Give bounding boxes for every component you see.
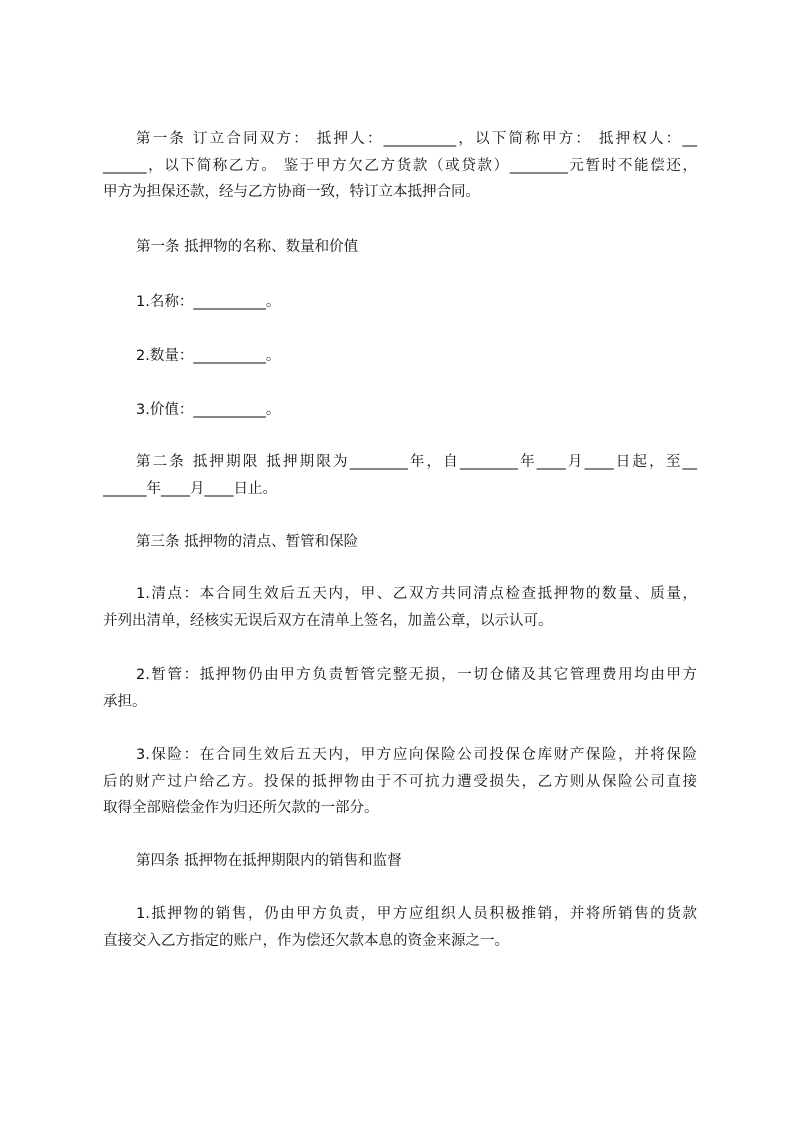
item-value [103, 397, 697, 424]
text-line: 1.名称：__________。 [136, 294, 281, 310]
item-name [103, 289, 697, 316]
heading-article-3 [103, 529, 697, 556]
text-line: 3.保险：在合同生效后五天内，甲方应向保险公司投保仓库财产保险，并将保险 [136, 747, 697, 763]
heading-article-4 [103, 848, 697, 875]
text-line: 第三条 抵押物的清点、暂管和保险 [136, 534, 359, 550]
text-line: 第二条 抵押期限 抵押期限为________年，自________年____月____日起，至__ [136, 454, 697, 470]
text-line: 2.数量：__________。 [136, 348, 281, 364]
text-line: 第四条 抵押物在抵押期限内的销售和监督 [136, 853, 402, 869]
text-line: 取得全部赔偿金作为归还所欠款的一部分。 [103, 800, 379, 817]
text-line: 3.价值：__________。 [136, 402, 281, 418]
text-line: 1.抵押物的销售，仍由甲方负责，甲方应组织人员积极推销，并将所销售的货款 [136, 906, 697, 922]
paragraph-custody [103, 662, 697, 715]
text-line: 2.暂管：抵押物仍由甲方负责暂管完整无损，一切仓储及其它管理费用均由甲方 [136, 667, 697, 683]
paragraph-intro [103, 126, 697, 206]
text-line: 1.清点：本合同生效后五天内，甲、乙双方共同清点检查抵押物的数量、质量， [136, 586, 697, 602]
text-line: ______，以下简称乙方。 鉴于甲方欠乙方货款（或贷款）________元暂时不能偿还， [103, 157, 697, 174]
text-line: 并列出清单，经核实无误后双方在清单上签名，加盖公章，以示认可。 [103, 612, 553, 629]
paragraph-sales [103, 901, 697, 954]
paragraph-insurance [103, 742, 697, 822]
text-line: 第一条 订立合同双方： 抵押人：__________，以下简称甲方： 抵押权人：__ [136, 131, 697, 147]
heading-article-1 [103, 234, 697, 261]
text-line: ______年____月____日止。 [103, 480, 277, 497]
text-line: 甲方为担保还款，经与乙方协商一致，特订立本抵押合同。 [103, 184, 480, 201]
text-line: 后的财产过户给乙方。投保的抵押物由于不可抗力遭受损失，乙方则从保险公司直接 [103, 773, 697, 790]
text-line: 承担。 [103, 693, 147, 710]
text-line: 直接交入乙方指定的账户，作为偿还欠款本息的资金来源之一。 [103, 932, 509, 949]
paragraph-article-2 [103, 449, 697, 502]
item-quantity [103, 343, 697, 370]
paragraph-inventory [103, 581, 697, 634]
text-line: 第一条 抵押物的名称、数量和价值 [136, 239, 359, 255]
